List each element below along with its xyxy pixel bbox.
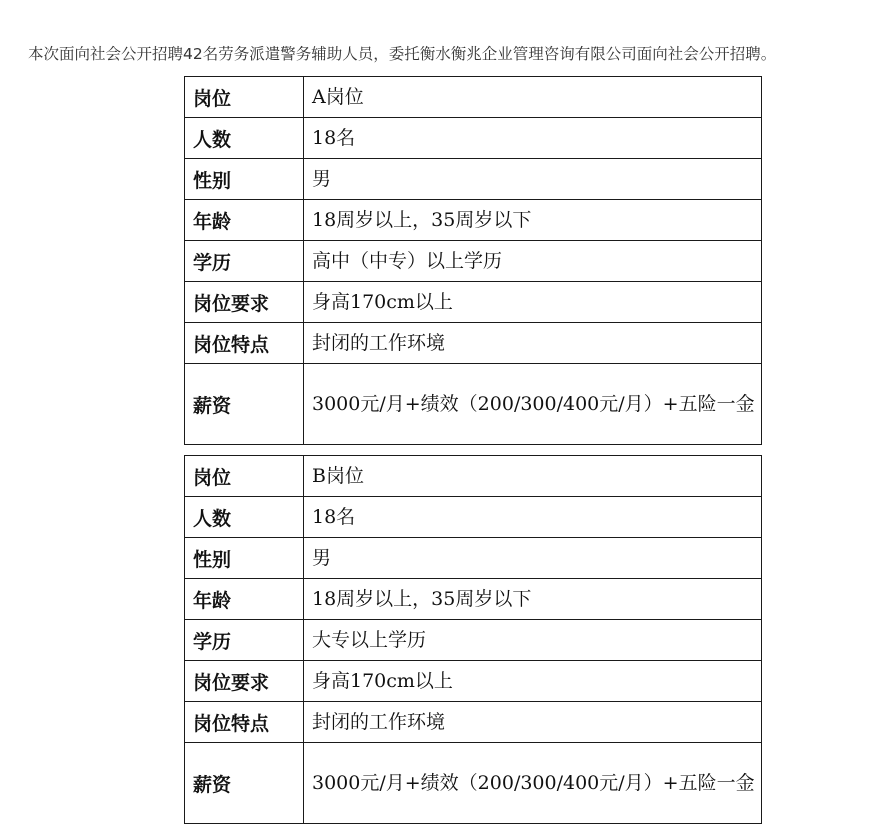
- row-label: 岗位特点: [185, 323, 304, 364]
- row-label: 岗位: [185, 77, 304, 118]
- table-row: [185, 743, 762, 824]
- row-value: 大专以上学历: [304, 620, 762, 661]
- row-value: B岗位: [304, 456, 762, 497]
- table-row: [185, 159, 762, 200]
- row-label: 学历: [185, 241, 304, 282]
- row-value: 18名: [304, 118, 762, 159]
- table-row: [185, 538, 762, 579]
- table-row: [185, 620, 762, 661]
- row-label: 学历: [185, 620, 304, 661]
- row-value: 18周岁以上，35周岁以下: [304, 579, 762, 620]
- row-label: 岗位: [185, 456, 304, 497]
- row-label: 岗位特点: [185, 702, 304, 743]
- row-label: 人数: [185, 118, 304, 159]
- row-label: 性别: [185, 159, 304, 200]
- row-label: 性别: [185, 538, 304, 579]
- row-value: 男: [304, 538, 762, 579]
- intro-paragraph: 本次面向社会公开招聘42名劳务派遣警务辅助人员，委托衡水衡兆企业管理咨询有限公司面向社会公开招聘。: [28, 44, 777, 63]
- row-label: 年龄: [185, 579, 304, 620]
- row-label: 岗位要求: [185, 282, 304, 323]
- row-value: 身高170cm以上: [304, 661, 762, 702]
- position-b-table: [184, 455, 762, 824]
- row-value: 封闭的工作环境: [304, 702, 762, 743]
- row-value: 男: [304, 159, 762, 200]
- table-row: [185, 497, 762, 538]
- table-row: [185, 364, 762, 445]
- row-value: 封闭的工作环境: [304, 323, 762, 364]
- row-label: 薪资: [185, 364, 304, 445]
- row-value: 3000元/月+绩效（200/300/400元/月）+五险一金: [304, 364, 762, 445]
- row-value: 高中（中专）以上学历: [304, 241, 762, 282]
- row-value: A岗位: [304, 77, 762, 118]
- table-row: [185, 241, 762, 282]
- table-row: [185, 456, 762, 497]
- table-row: [185, 579, 762, 620]
- table-row: [185, 661, 762, 702]
- table-row: [185, 702, 762, 743]
- position-a-table: [184, 76, 762, 445]
- row-label: 年龄: [185, 200, 304, 241]
- row-value: 身高170cm以上: [304, 282, 762, 323]
- row-label: 岗位要求: [185, 661, 304, 702]
- row-value: 18名: [304, 497, 762, 538]
- row-label: 薪资: [185, 743, 304, 824]
- table-row: [185, 282, 762, 323]
- row-label: 人数: [185, 497, 304, 538]
- table-row: [185, 118, 762, 159]
- row-value: 3000元/月+绩效（200/300/400元/月）+五险一金: [304, 743, 762, 824]
- table-row: [185, 77, 762, 118]
- table-row: [185, 323, 762, 364]
- row-value: 18周岁以上，35周岁以下: [304, 200, 762, 241]
- table-row: [185, 200, 762, 241]
